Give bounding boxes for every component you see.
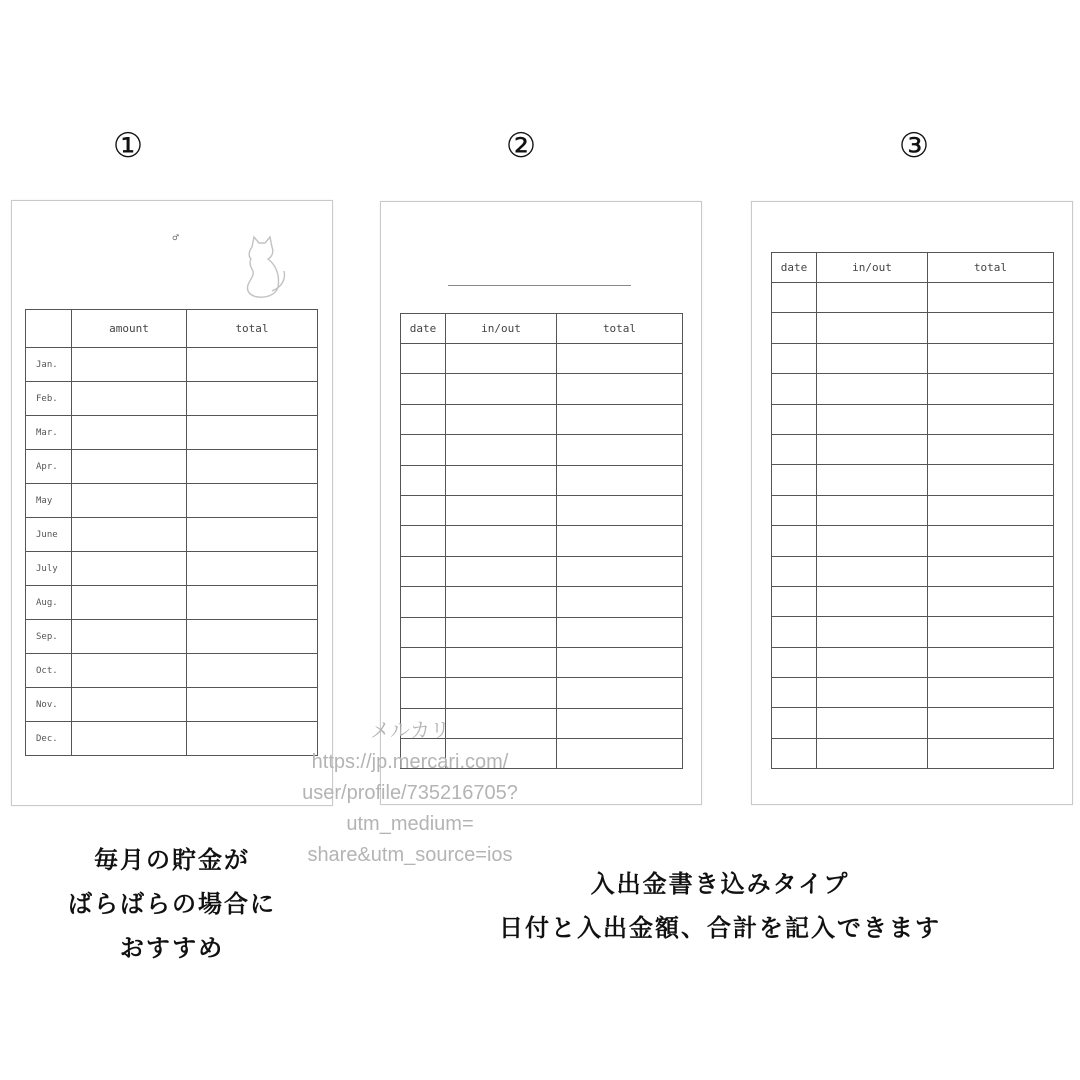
sheet-page-2 — [380, 201, 702, 805]
month-label: Feb. — [26, 382, 72, 416]
table-cell — [557, 404, 683, 434]
table-cell — [928, 708, 1054, 738]
table-cell — [72, 450, 187, 484]
table-row — [772, 283, 1054, 313]
month-label: Aug. — [26, 586, 72, 620]
table-row — [772, 343, 1054, 373]
table-cell — [446, 556, 557, 586]
table-cell — [557, 526, 683, 556]
table-row — [772, 708, 1054, 738]
table-cell — [401, 435, 446, 465]
table-cell — [401, 495, 446, 525]
table-cell — [72, 620, 187, 654]
table-cell — [817, 647, 928, 677]
table-cell — [817, 374, 928, 404]
table-row — [26, 552, 318, 586]
table-cell — [401, 465, 446, 495]
table-header-row — [401, 314, 683, 344]
table-row — [401, 587, 683, 617]
table-cell — [928, 465, 1054, 495]
month-label: June — [26, 518, 72, 552]
table-row — [401, 465, 683, 495]
table-cell — [187, 484, 318, 518]
table-row — [401, 556, 683, 586]
table-cell — [817, 343, 928, 373]
month-label: Dec. — [26, 722, 72, 756]
table-cell — [928, 313, 1054, 343]
header-cell: total — [928, 253, 1054, 283]
table-cell — [928, 343, 1054, 373]
monthly-table — [25, 309, 318, 756]
table-cell — [817, 495, 928, 525]
title-underline — [448, 285, 631, 286]
table-row — [772, 495, 1054, 525]
table-cell — [446, 374, 557, 404]
table-cell — [557, 374, 683, 404]
table-cell — [928, 495, 1054, 525]
table-row — [772, 404, 1054, 434]
table-row — [401, 617, 683, 647]
table-cell — [928, 526, 1054, 556]
table-row — [401, 344, 683, 374]
table-row — [26, 450, 318, 484]
header-cell: total — [557, 314, 683, 344]
table-cell — [928, 678, 1054, 708]
watermark-line: メルカリ — [370, 720, 450, 742]
table-cell — [772, 313, 817, 343]
watermark-line: user/profile/735216705? — [302, 782, 518, 804]
table-cell — [772, 617, 817, 647]
inout-table-2 — [400, 313, 683, 769]
header-cell: amount — [72, 310, 187, 348]
table-cell — [401, 678, 446, 708]
caption-line: 毎月の貯金が — [94, 846, 250, 874]
table-cell — [772, 283, 817, 313]
table-row — [26, 416, 318, 450]
table-cell — [401, 526, 446, 556]
month-label: Apr. — [26, 450, 72, 484]
table-row — [772, 434, 1054, 464]
table-cell — [401, 344, 446, 374]
table-cell — [401, 556, 446, 586]
table-cell — [928, 556, 1054, 586]
watermark-line: utm_medium= — [346, 813, 474, 835]
table-cell — [928, 586, 1054, 616]
table-cell — [928, 404, 1054, 434]
table-row — [772, 313, 1054, 343]
table-row — [772, 556, 1054, 586]
label-number-2: ② — [505, 126, 537, 166]
month-label: July — [26, 552, 72, 586]
table-cell — [772, 556, 817, 586]
table-cell — [72, 586, 187, 620]
month-label: Sep. — [26, 620, 72, 654]
table-cell — [72, 688, 187, 722]
table-cell — [557, 739, 683, 769]
table-cell — [401, 617, 446, 647]
table-cell — [817, 678, 928, 708]
table-header-row — [26, 310, 318, 348]
header-cell: in/out — [817, 253, 928, 283]
table-row — [26, 348, 318, 382]
table-row — [26, 382, 318, 416]
table-row — [772, 526, 1054, 556]
table-cell — [72, 416, 187, 450]
table-cell — [446, 526, 557, 556]
table-cell — [72, 382, 187, 416]
table-cell — [557, 465, 683, 495]
table-cell — [817, 586, 928, 616]
table-cell — [817, 738, 928, 768]
header-cell: total — [187, 310, 318, 348]
table-cell — [187, 450, 318, 484]
table-cell — [446, 435, 557, 465]
table-cell — [772, 404, 817, 434]
table-cell — [557, 495, 683, 525]
table-cell — [817, 313, 928, 343]
table-row — [772, 586, 1054, 616]
table-cell — [72, 518, 187, 552]
table-cell — [401, 374, 446, 404]
table-cell — [446, 404, 557, 434]
caption-line: 日付と入出金額、合計を記入できます — [499, 914, 941, 942]
caption-line: 入出金書き込みタイプ — [590, 870, 850, 898]
table-row — [401, 374, 683, 404]
table-cell — [187, 586, 318, 620]
table-row — [772, 465, 1054, 495]
table-cell — [446, 495, 557, 525]
table-cell — [446, 647, 557, 677]
caption-line: ばらばらの場合に — [68, 890, 276, 918]
table-row — [26, 620, 318, 654]
table-cell — [928, 374, 1054, 404]
table-cell — [401, 647, 446, 677]
header-cell: date — [772, 253, 817, 283]
table-row — [772, 374, 1054, 404]
table-cell — [928, 617, 1054, 647]
cat-outline-icon — [238, 235, 290, 301]
table-cell — [817, 617, 928, 647]
inout-table-3 — [771, 252, 1054, 769]
table-cell — [446, 344, 557, 374]
table-cell — [772, 647, 817, 677]
table-row — [26, 586, 318, 620]
table-cell — [557, 708, 683, 738]
table-cell — [817, 283, 928, 313]
table-cell — [928, 283, 1054, 313]
month-label: Oct. — [26, 654, 72, 688]
sheet-page-3 — [751, 201, 1073, 805]
table-row — [772, 617, 1054, 647]
table-row — [772, 678, 1054, 708]
table-cell — [557, 647, 683, 677]
table-cell — [772, 708, 817, 738]
table-cell — [817, 434, 928, 464]
table-cell — [72, 484, 187, 518]
month-label: Jan. — [26, 348, 72, 382]
table-row — [772, 738, 1054, 768]
table-cell — [557, 678, 683, 708]
table-cell — [772, 434, 817, 464]
table-cell — [928, 434, 1054, 464]
table-cell — [772, 495, 817, 525]
table-cell — [772, 586, 817, 616]
table-cell — [187, 552, 318, 586]
table-row — [26, 654, 318, 688]
table-row — [401, 526, 683, 556]
table-cell — [772, 678, 817, 708]
month-label: Nov. — [26, 688, 72, 722]
month-label: May — [26, 484, 72, 518]
table-cell — [772, 738, 817, 768]
table-cell — [817, 708, 928, 738]
table-cell — [772, 526, 817, 556]
table-row — [26, 484, 318, 518]
table-row — [401, 435, 683, 465]
table-cell — [817, 556, 928, 586]
table-cell — [187, 348, 318, 382]
table-cell — [557, 617, 683, 647]
header-cell: in/out — [446, 314, 557, 344]
table-cell — [817, 465, 928, 495]
table-cell — [772, 465, 817, 495]
table-header-row — [772, 253, 1054, 283]
table-cell — [401, 404, 446, 434]
table-cell — [557, 556, 683, 586]
caption-line: おすすめ — [119, 934, 225, 962]
table-row — [401, 678, 683, 708]
table-cell — [72, 348, 187, 382]
table-cell — [446, 465, 557, 495]
table-row — [401, 404, 683, 434]
table-cell — [772, 343, 817, 373]
table-cell — [928, 738, 1054, 768]
header-cell — [26, 310, 72, 348]
watermark-line: share&utm_source=ios — [307, 844, 513, 866]
table-row — [401, 647, 683, 677]
table-cell — [446, 617, 557, 647]
table-cell — [928, 647, 1054, 677]
month-label: Mar. — [26, 416, 72, 450]
table-row — [401, 495, 683, 525]
table-cell — [187, 654, 318, 688]
table-cell — [557, 587, 683, 617]
table-cell — [446, 587, 557, 617]
table-cell — [187, 518, 318, 552]
table-cell — [557, 344, 683, 374]
table-cell — [817, 404, 928, 434]
table-cell — [187, 620, 318, 654]
table-cell — [72, 552, 187, 586]
small-mark: ♂ — [172, 233, 180, 242]
table-cell — [72, 654, 187, 688]
table-cell — [401, 587, 446, 617]
caption-left — [22, 838, 322, 970]
caption-right — [410, 862, 1030, 950]
table-cell — [187, 416, 318, 450]
table-row — [26, 518, 318, 552]
header-cell: date — [401, 314, 446, 344]
table-cell — [772, 374, 817, 404]
table-cell — [446, 678, 557, 708]
table-cell — [187, 382, 318, 416]
label-number-3: ③ — [898, 126, 930, 166]
watermark-line: https://jp.mercari.com/ — [311, 751, 509, 773]
table-cell — [557, 435, 683, 465]
label-number-1: ① — [112, 126, 144, 166]
table-row — [772, 647, 1054, 677]
table-cell — [817, 526, 928, 556]
table-cell — [72, 722, 187, 756]
